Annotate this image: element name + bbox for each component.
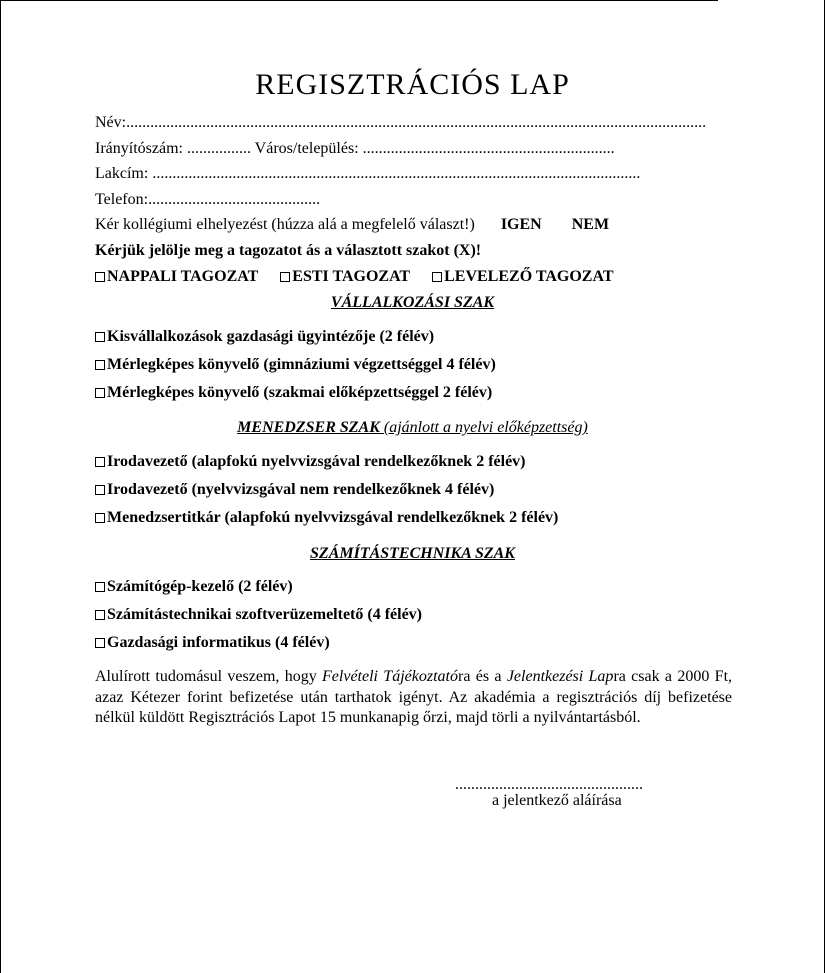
division-option-nappali[interactable]: NAPPALI TAGOZAT	[95, 268, 258, 285]
checkbox-icon[interactable]	[95, 332, 105, 342]
signature-line: ...............................................	[455, 776, 643, 793]
course-option[interactable]: Gazdasági informatikus (4 félév)	[95, 634, 330, 652]
page-title: REGISZTRÁCIÓS LAP	[255, 68, 570, 101]
dorm-question-row	[95, 216, 609, 234]
dorm-question: Kér kollégiumi elhelyezést (húzza alá a megfelelő választ!)	[95, 216, 475, 233]
address-field: Lakcím: ..........................................................................................................................	[95, 165, 641, 182]
section-heading-note: (ajánlott a nyelvi előképzettség)	[383, 419, 588, 436]
notice-paragraph: Alulírott tudomásul veszem, hogy Felvételi Tájékoztatóra és a Jelentkezési Lapra csak a 2000 Ft, azaz Kétezer forint befizetése után tarthatok igényt. Az akadémia a regisztrációs díj befizetése nélkül küldött Regisztrációs Lapot 15 munkanapig őrzi, majd törli a nyilvántartásból.	[95, 668, 733, 726]
checkbox-icon[interactable]	[95, 388, 105, 398]
name-field: Név:.................................................................................................................................................	[95, 114, 707, 131]
zip-city-field: Irányítószám: ................ Város/település: ...............................................................	[95, 140, 615, 157]
section-heading-szamitastechnika: SZÁMÍTÁSTECHNIKA SZAK	[310, 545, 515, 562]
course-option[interactable]: Irodavezető (alapfokú nyelvvizsgával rendelkezőknek 2 félév)	[95, 453, 526, 471]
checkbox-icon[interactable]	[95, 457, 105, 467]
checkbox-icon[interactable]	[95, 582, 105, 592]
dorm-no-option[interactable]: NEM	[571, 216, 610, 233]
checkbox-icon[interactable]	[95, 485, 105, 495]
section-heading-vallalkozasi: VÁLLALKOZÁSI SZAK	[330, 294, 495, 311]
course-option[interactable]: Mérlegképes könyvelő (gimnáziumi végzettséggel 4 félév)	[95, 356, 496, 374]
page-border-top	[0, 0, 718, 1]
checkbox-icon[interactable]	[95, 610, 105, 620]
course-option[interactable]: Számítógép-kezelő (2 félév)	[95, 578, 293, 596]
checkbox-icon[interactable]	[95, 272, 105, 282]
course-option[interactable]: Számítástechnikai szoftverüzemeltető (4 félév)	[95, 606, 422, 624]
division-option-esti[interactable]: ESTI TAGOZAT	[280, 268, 410, 285]
checkbox-icon[interactable]	[432, 272, 442, 282]
checkbox-icon[interactable]	[280, 272, 290, 282]
course-option[interactable]: Menedzsertitkár (alapfokú nyelvvizsgával rendelkezőknek 2 félév)	[95, 509, 558, 527]
course-option[interactable]: Kisvállalkozások gazdasági ügyintézője (2 félév)	[95, 328, 434, 346]
checkbox-icon[interactable]	[95, 360, 105, 370]
dorm-yes-option[interactable]: IGEN	[500, 216, 542, 233]
page-border-left	[0, 0, 1, 973]
section-heading-menedzser: MENEDZSER SZAK (ajánlott a nyelvi előképzettség)	[237, 419, 588, 436]
course-option[interactable]: Mérlegképes könyvelő (szakmai előképzettséggel 2 félév)	[95, 384, 492, 402]
phone-field: Telefon:...........................................	[95, 191, 321, 208]
checkbox-icon[interactable]	[95, 513, 105, 523]
checkbox-icon[interactable]	[95, 638, 105, 648]
division-option-levelezo[interactable]: LEVELEZŐ TAGOZAT	[432, 268, 613, 285]
signature-label: a jelentkező aláírása	[492, 792, 622, 809]
division-row	[95, 268, 614, 286]
instruction: Kérjük jelölje meg a tagozatot ás a választott szakot (X)!	[95, 242, 482, 259]
course-option[interactable]: Irodavezető (nyelvvizsgával nem rendelkezőknek 4 félév)	[95, 481, 494, 499]
